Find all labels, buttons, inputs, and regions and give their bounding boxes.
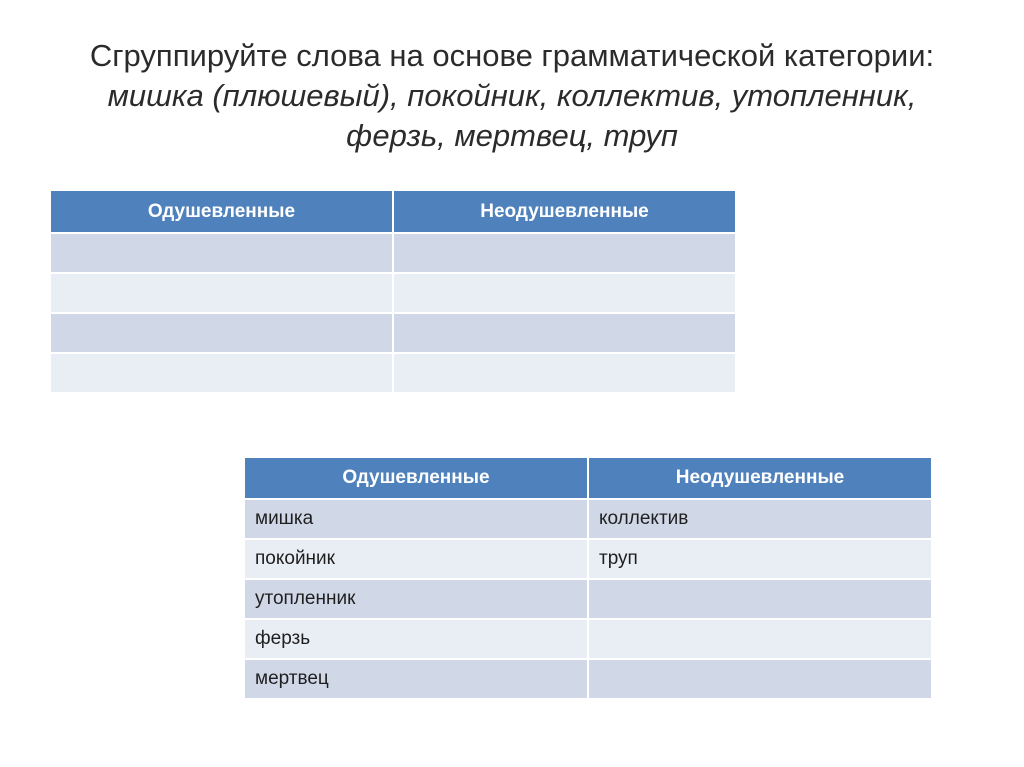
animate-word: мишка — [244, 499, 588, 539]
title-word-list-line1: мишка (плюшевый), покойник, коллектив, утопленник, — [107, 78, 917, 113]
table-row — [50, 233, 736, 273]
empty-grouping-table — [49, 189, 737, 394]
answer-grouping-table — [243, 456, 933, 700]
table-cell — [393, 353, 736, 393]
table-row — [244, 499, 932, 539]
header-inanimate: Неодушевленные — [393, 190, 736, 233]
table-row — [50, 353, 736, 393]
table-row — [244, 619, 932, 659]
table-cell — [50, 233, 393, 273]
table-row — [244, 659, 932, 699]
animate-word: мертвец — [244, 659, 588, 699]
inanimate-word — [588, 659, 932, 699]
table-header-row — [50, 190, 736, 233]
table-cell — [393, 313, 736, 353]
header-animate: Одушевленные — [50, 190, 393, 233]
table-row — [50, 273, 736, 313]
table-cell — [50, 313, 393, 353]
table-row — [244, 539, 932, 579]
table-row — [50, 313, 736, 353]
table-header-row — [244, 457, 932, 499]
table-cell — [50, 353, 393, 393]
inanimate-word — [588, 619, 932, 659]
inanimate-word — [588, 579, 932, 619]
slide-title — [40, 36, 984, 156]
animate-word: покойник — [244, 539, 588, 579]
inanimate-word: труп — [588, 539, 932, 579]
table-cell — [50, 273, 393, 313]
header-inanimate: Неодушевленные — [588, 457, 932, 499]
animate-word: утопленник — [244, 579, 588, 619]
animate-word: ферзь — [244, 619, 588, 659]
table-cell — [393, 233, 736, 273]
title-instruction: Сгруппируйте слова на основе грамматической категории: — [89, 38, 935, 73]
header-animate: Одушевленные — [244, 457, 588, 499]
inanimate-word: коллектив — [588, 499, 932, 539]
table-cell — [393, 273, 736, 313]
table-row — [244, 579, 932, 619]
title-word-list-line2: ферзь, мертвец, труп — [346, 118, 678, 153]
